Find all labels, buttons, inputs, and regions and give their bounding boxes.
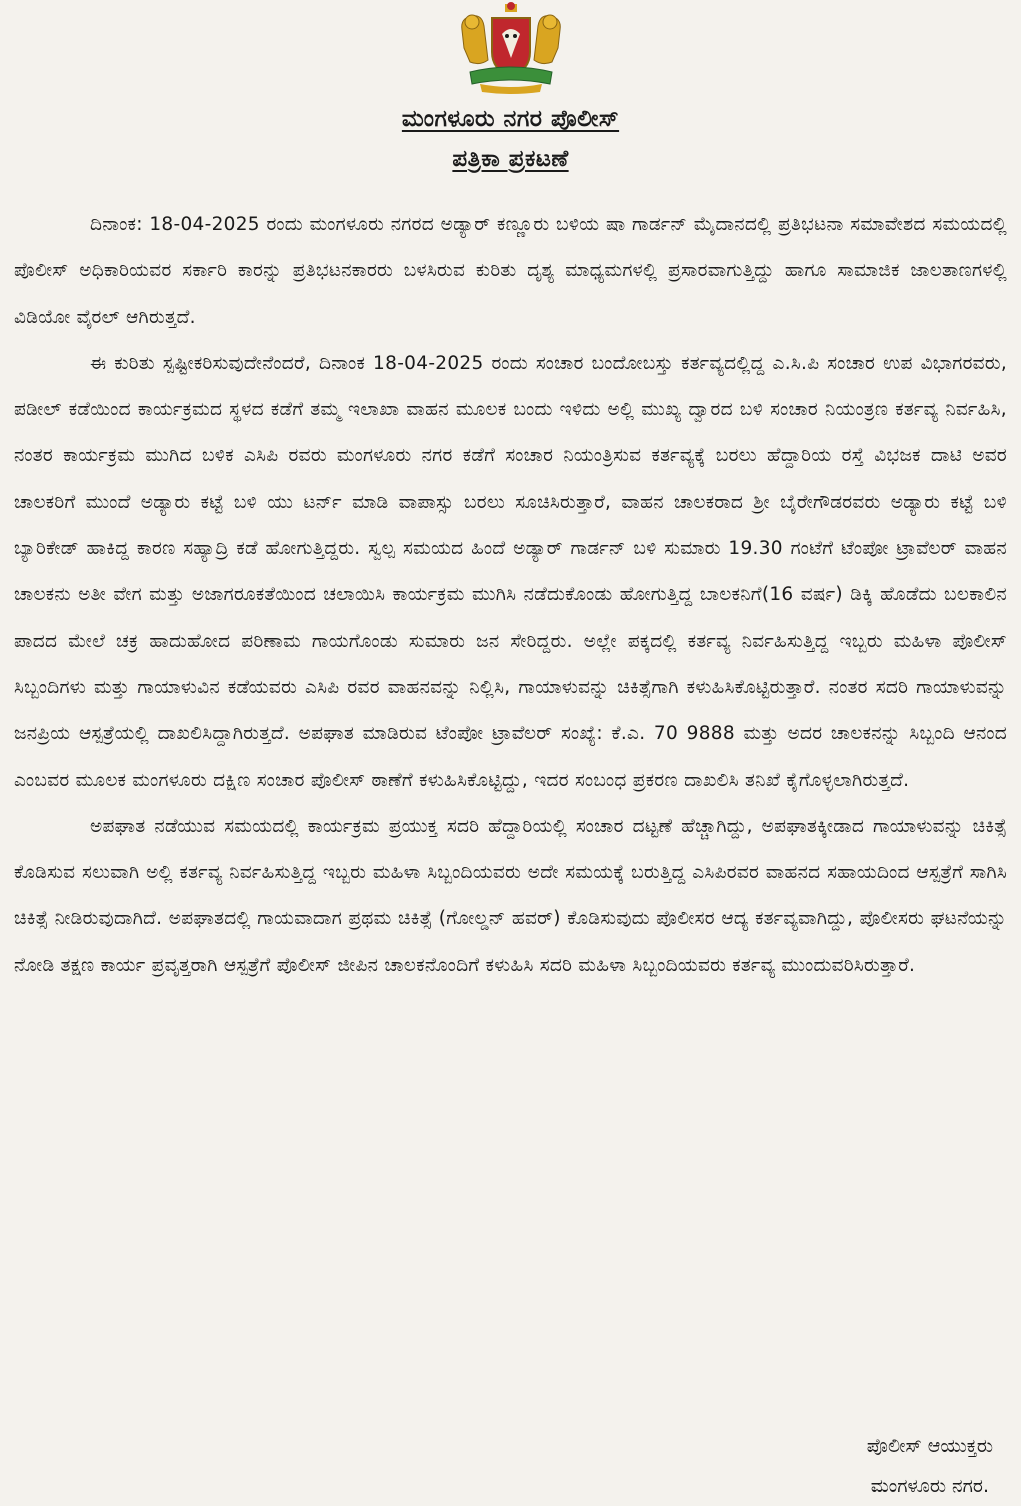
state-emblem-icon xyxy=(450,0,572,96)
paragraph-2: ಈ ಕುರಿತು ಸ್ಪಷ್ಟೀಕರಿಸುವುದೇನೆಂದರೆ, ದಿನಾಂಕ 18-04-2025 ರಂದು ಸಂಚಾರ ಬಂದೋಬಸ್ತು ಕರ್ತವ್ಯದಲ್ಲಿದ್ದ ಎ.ಸಿ.ಪಿ ಸಂಚಾರ ಉಪ ವಿಭಾಗರವರು, ಪಡೀಲ್ ಕಡೆಯಿಂದ ಕಾರ್ಯಕ್ರಮದ ಸ್ಥಳದ ಕಡೆಗೆ ತಮ್ಮ ಇಲಾಖಾ ವಾಹನ ಮೂಲಕ ಬಂದು ಇಳಿದು ಅಲ್ಲಿ ಮುಖ್ಯ ದ್ವಾರದ ಬಳಿ ಸಂಚಾರ ನಿಯಂತ್ರಣ ಕರ್ತವ್ಯ ನಿರ್ವಹಿಸಿ, ನಂತರ ಕಾರ್ಯಕ್ರಮ ಮುಗಿದ ಬಳಿಕ ಎಸಿಪಿ ರವರು ಮಂಗಳೂರು ನಗರ ಕಡೆಗೆ ಸಂಚಾರ ನಿಯಂತ್ರಿಸುವ ಕರ್ತವ್ಯಕ್ಕೆ ಬರಲು ಹೆದ್ದಾರಿಯ ರಸ್ತೆ ವಿಭಜಕ ದಾಟಿ ಅವರ ಚಾಲಕರಿಗೆ ಮುಂದೆ ಅಡ್ಯಾರು ಕಟ್ಟೆ ಬಳಿ ಯು ಟರ್ನ್ ಮಾಡಿ ವಾಪಾಸ್ಸು ಬರಲು ಸೂಚಿಸಿರುತ್ತಾರೆ, ವಾಹನ ಚಾಲಕರಾದ ಶ್ರೀ ಬೈರೇಗೌಡರವರು ಅಡ್ಯಾರು ಕಟ್ಟೆ ಬಳಿ ಬ್ಯಾರಿಕೇಡ್ ಹಾಕಿದ್ದ ಕಾರಣ ಸಹ್ಯಾದ್ರಿ ಕಡೆ ಹೋಗುತ್ತಿದ್ದರು. ಸ್ವಲ್ಪ ಸಮಯದ ಹಿಂದೆ ಅಡ್ಯಾರ್ ಗಾರ್ಡನ್ ಬಳಿ ಸುಮಾರು 19.30 ಗಂಟೆಗೆ ಟೆಂಪೋ ಟ್ರಾವೆಲರ್ ವಾಹನ ಚಾಲಕನು ಅತೀ ವೇಗ ಮತ್ತು ಅಜಾಗರೂಕತೆಯಿಂದ ಚಲಾಯಿಸಿ ಕಾರ್ಯಕ್ರಮ ಮುಗಿಸಿ ನಡೆದುಕೊಂಡು ಹೋಗುತ್ತಿದ್ದ ಬಾಲಕನಿಗೆ(16 ವರ್ಷ) ಡಿಕ್ಕಿ ಹೊಡೆದು ಬಲಕಾಲಿನ ಪಾದದ ಮೇಲೆ ಚಕ್ರ ಹಾದುಹೋದ ಪರಿಣಾಮ ಗಾಯಗೊಂಡು ಸುಮಾರು ಜನ ಸೇರಿದ್ದರು. ಅಲ್ಲೇ ಪಕ್ಕದಲ್ಲಿ ಕರ್ತವ್ಯ ನಿರ್ವಹಿಸುತ್ತಿದ್ದ ಇಬ್ಬರು ಮಹಿಳಾ ಪೊಲೀಸ್ ಸಿಬ್ಬಂದಿಗಳು ಮತ್ತು ಗಾಯಾಳುವಿನ ಕಡೆಯವರು ಎಸಿಪಿ ರವರ ವಾಹನವನ್ನು ನಿಲ್ಲಿಸಿ, ಗಾಯಾಳುವನ್ನು ಚಿಕಿತ್ಸೆಗಾಗಿ ಕಳುಹಿಸಿಕೊಟ್ಟಿರುತ್ತಾರೆ. ನಂತರ ಸದರಿ ಗಾಯಾಳುವನ್ನು ಜನಪ್ರಿಯ ಆಸ್ಪತ್ರೆಯಲ್ಲಿ ದಾಖಲಿಸಿದ್ದಾಗಿರುತ್ತದೆ. ಅಪಘಾತ ಮಾಡಿರುವ ಟೆಂಪೋ ಟ್ರಾವೆಲರ್ ಸಂಖ್ಯೆ: ಕೆ.ಎ. 70 9888 ಮತ್ತು ಅದರ ಚಾಲಕನನ್ನು ಸಿಬ್ಬಂದಿ ಆನಂದ ಎಂಬವರ ಮೂಲಕ ಮಂಗಳೂರು ದಕ್ಷಿಣ ಸಂಚಾರ ಪೊಲೀಸ್ ಠಾಣೆಗೆ ಕಳುಹಿಸಿಕೊಟ್ಟಿದ್ದು, ಇದರ ಸಂಬಂಧ ಪ್ರಕರಣ ದಾಖಲಿಸಿ ತನಿಖೆ ಕೈಗೊಳ್ಳಲಾಗಿರುತ್ತದೆ. xyxy=(14,352,1007,791)
signature-block xyxy=(867,1426,993,1506)
page-subtitle: ಪತ್ರಿಕಾ ಪ್ರಕಟಣೆ xyxy=(452,146,569,172)
signature-designation: ಪೊಲೀಸ್ ಆಯುಕ್ತರು xyxy=(866,1435,993,1457)
paragraph-1: ದಿನಾಂಕ: 18-04-2025 ರಂದು ಮಂಗಳೂರು ನಗರದ ಅಡ್ಯಾರ್ ಕಣ್ಣೂರು ಬಳಿಯ ಷಾ ಗಾರ್ಡನ್ ಮೈದಾನದಲ್ಲಿ ಪ್ರತಿಭಟನಾ ಸಮಾವೇಶದ ಸಮಯದಲ್ಲಿ ಪೊಲೀಸ್ ಅಧಿಕಾರಿಯವರ ಸರ್ಕಾರಿ ಕಾರನ್ನು ಪ್ರತಿಭಟನಕಾರರು ಬಳಸಿರುವ ಕುರಿತು ದೃಶ್ಯ ಮಾಧ್ಯಮಗಳಲ್ಲಿ ಪ್ರಸಾರವಾಗುತ್ತಿದ್ದು ಹಾಗೂ ಸಾಮಾಜಿಕ ಜಾಲತಾಣಗಳಲ್ಲಿ ವಿಡಿಯೋ ವೈರಲ್ ಆಗಿರುತ್ತದೆ. xyxy=(14,214,1007,328)
paragraph-3: ಅಪಘಾತ ನಡೆಯುವ ಸಮಯದಲ್ಲಿ ಕಾರ್ಯಕ್ರಮ ಪ್ರಯುಕ್ತ ಸದರಿ ಹೆದ್ದಾರಿಯಲ್ಲಿ ಸಂಚಾರ ದಟ್ಟಣೆ ಹೆಚ್ಚಾಗಿದ್ದು, ಅಪಘಾತಕ್ಕೀಡಾದ ಗಾಯಾಳುವನ್ನು ಚಿಕಿತ್ಸೆ ಕೊಡಿಸುವ ಸಲುವಾಗಿ ಅಲ್ಲಿ ಕರ್ತವ್ಯ ನಿರ್ವಹಿಸುತ್ತಿದ್ದ ಇಬ್ಬರು ಮಹಿಳಾ ಸಿಬ್ಬಂದಿಯವರು ಅದೇ ಸಮಯಕ್ಕೆ ಬರುತ್ತಿದ್ದ ಎಸಿಪಿರವರ ವಾಹನದ ಸಹಾಯದಿಂದ ಆಸ್ಪತ್ರೆಗೆ ಸಾಗಿಸಿ ಚಿಕಿತ್ಸೆ ನೀಡಿರುವುದಾಗಿದೆ. ಅಪಘಾತದಲ್ಲಿ ಗಾಯವಾದಾಗ ಪ್ರಥಮ ಚಿಕಿತ್ಸೆ (ಗೋಲ್ಡನ್ ಹವರ್) ಕೊಡಿಸುವುದು ಪೊಲೀಸರ ಆದ್ಯ ಕರ್ತವ್ಯವಾಗಿದ್ದು, ಪೊಲೀಸರು ಘಟನೆಯನ್ನು ನೋಡಿ ತಕ್ಷಣ ಕಾರ್ಯ ಪ್ರವೃತ್ತರಾಗಿ ಆಸ್ಪತ್ರೆಗೆ ಪೊಲೀಸ್ ಜೀಪಿನ ಚಾಲಕನೊಂದಿಗೆ ಕಳುಹಿಸಿ ಸದರಿ ಮಹಿಳಾ ಸಿಬ್ಬಂದಿಯವರು ಕರ್ತವ್ಯ ಮುಂದುವರಿಸಿರುತ್ತಾರೆ. xyxy=(14,815,1007,976)
press-release-body xyxy=(14,202,1007,989)
signature-place: ಮಂಗಳೂರು ನಗರ. xyxy=(870,1475,989,1497)
page-title: ಮಂಗಳೂರು ನಗರ ಪೊಲೀಸ್ xyxy=(401,106,620,132)
